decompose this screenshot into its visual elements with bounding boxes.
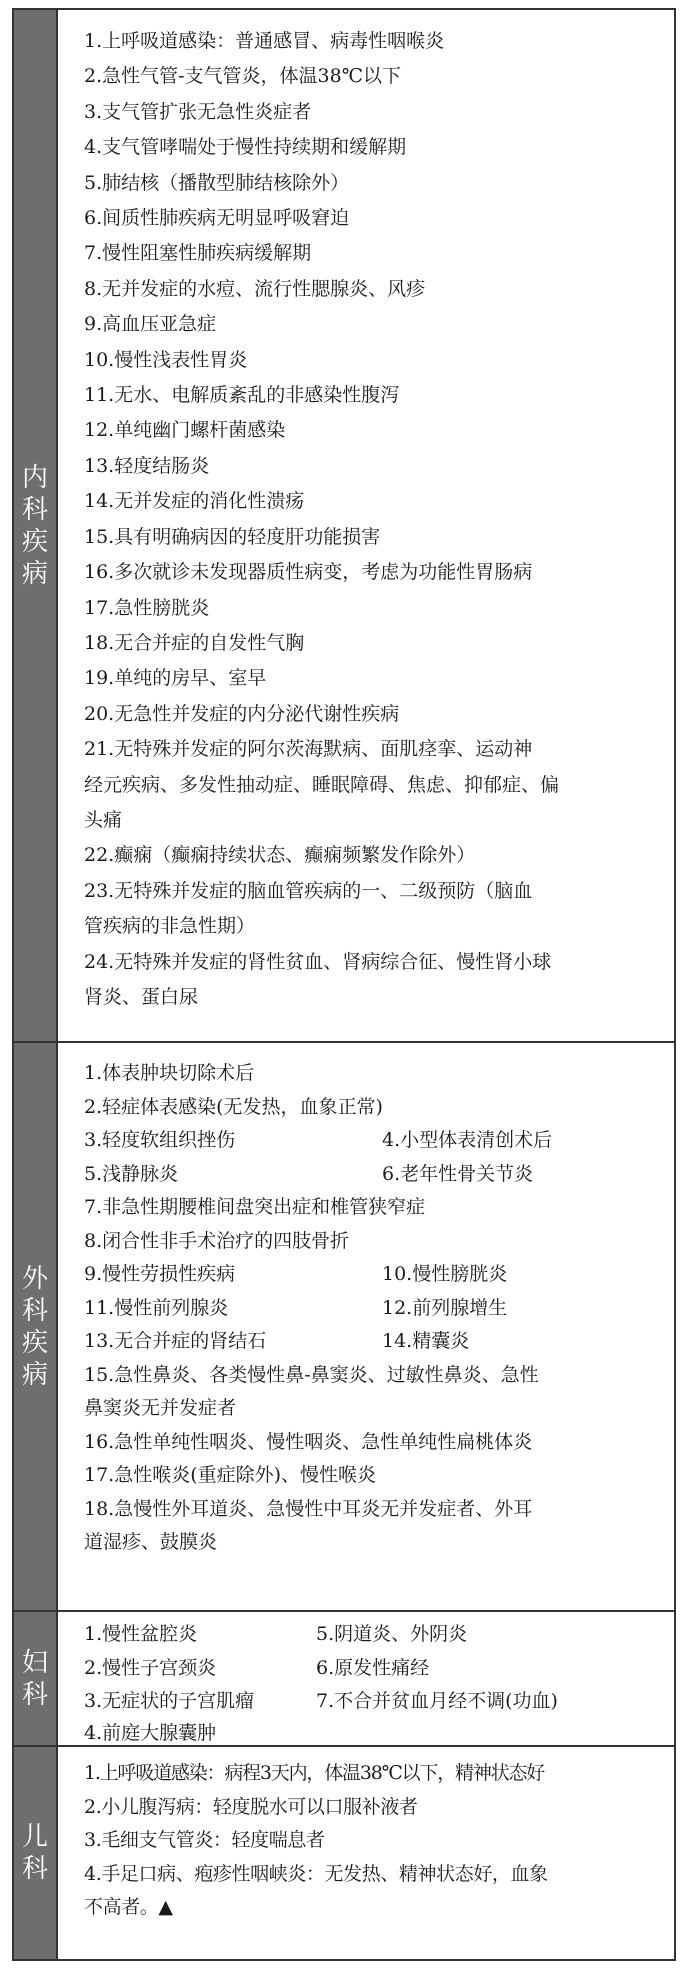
- list-item: 5.肺结核（播散型肺结核除外）: [84, 171, 350, 194]
- list-item: 3.支气管扩张无急性炎症者: [84, 100, 312, 123]
- list-item: 24.无特殊并发症的肾性贫血、肾病综合征、慢性肾小球: [84, 950, 552, 973]
- list-item: 3.轻度软组织挫伤: [84, 1129, 236, 1151]
- sidebar-label-gynecology: [14, 1612, 56, 1745]
- pediatrics-list: [56, 1747, 674, 1959]
- list-item: 7.非急性期腰椎间盘突出症和椎管狭窄症: [84, 1196, 426, 1218]
- list-item: 8.无并发症的水痘、流行性腮腺炎、风疹: [84, 277, 426, 300]
- list-item: 4.前庭大腺囊肿: [84, 1721, 217, 1744]
- disease-table: [12, 8, 676, 1961]
- list-item: 22.癫痫（癫痫持续状态、癫痫频繁发作除外）: [84, 844, 476, 867]
- list-item: 头痛: [84, 808, 123, 831]
- list-item: 11.慢性前列腺炎: [84, 1296, 229, 1319]
- list-item: 11.无水、电解质紊乱的非感染性腹泻: [84, 384, 400, 407]
- section-surgery: [14, 1041, 674, 1610]
- list-item: 2.急性气管-支气管炎，体温38℃以下: [84, 65, 401, 88]
- list-item: 经元疾病、多发性抽动症、睡眠障碍、焦虑、抑郁症、偏: [84, 773, 560, 796]
- list-item: 7.慢性阻塞性肺疾病缓解期: [84, 242, 312, 265]
- list-item: 15.具有明确病因的轻度肝功能损害: [84, 525, 381, 548]
- list-item: 23.无特殊并发症的脑血管疾病的一、二级预防（脑血: [84, 879, 533, 902]
- list-item: 13.轻度结肠炎: [84, 454, 210, 477]
- list-item: 不高者。▲: [84, 1896, 173, 1918]
- list-item: 3.无症状的子宫肌瘤: [84, 1690, 255, 1712]
- list-item: 14.精囊炎: [382, 1330, 470, 1352]
- list-item: 1.慢性盆腔炎: [84, 1623, 198, 1645]
- list-item: 12.前列腺增生: [382, 1296, 508, 1319]
- list-item: 20.无急性并发症的内分泌代谢性疾病: [84, 702, 400, 725]
- list-item: 14.无并发症的消化性溃疡: [84, 490, 305, 513]
- list-item: 4.支气管哮喘处于慢性持续期和缓解期: [84, 136, 407, 159]
- section-title: 内科疾病: [21, 462, 48, 589]
- list-item: 2.慢性子宫颈炎: [84, 1656, 217, 1679]
- list-item: 21.无特殊并发症的阿尔茨海默病、面肌痉挛、运动神: [84, 738, 533, 761]
- list-item: 肾炎、蛋白尿: [84, 985, 199, 1008]
- list-item: 8.闭合性非手术治疗的四肢骨折: [84, 1229, 350, 1252]
- list-row: [84, 1158, 660, 1192]
- internal-medicine-list: [56, 10, 674, 1041]
- gynecology-list: [56, 1612, 674, 1745]
- sidebar-label-surgery: [14, 1043, 56, 1610]
- list-row: [84, 1685, 660, 1719]
- section-pediatrics: [14, 1745, 674, 1959]
- list-item: 道湿疹、鼓膜炎: [84, 1531, 218, 1553]
- list-item: 13.无合并症的肾结石: [84, 1330, 267, 1352]
- list-item: 6.老年性骨关节炎: [382, 1162, 534, 1185]
- list-item: 鼻窦炎无并发症者: [84, 1397, 237, 1419]
- list-item: 18.无合并症的自发性气胸: [84, 631, 305, 654]
- section-title: 外科疾病: [21, 1263, 48, 1390]
- list-item: 1.上呼吸道感染：病程3天内，体温38℃以下，精神状态好: [84, 1762, 545, 1784]
- list-item: 17.急性膀胱炎: [84, 596, 210, 619]
- section-title: 儿科: [21, 1822, 48, 1884]
- list-item: 18.急慢性外耳道炎、急慢性中耳炎无并发症者、外耳: [84, 1497, 533, 1520]
- list-item: 7.不合并贫血月经不调(功血): [316, 1690, 558, 1712]
- surgery-list: [56, 1043, 674, 1610]
- list-item: 17.急性喉炎(重症除外)、慢性喉炎: [84, 1464, 377, 1486]
- list-item: 6.原发性痛经: [316, 1656, 430, 1679]
- list-item: 1.上呼吸道感染：普通感冒、病毒性咽喉炎: [84, 30, 445, 52]
- list-item: 16.急性单纯性咽炎、慢性咽炎、急性单纯性扁桃体炎: [84, 1430, 533, 1453]
- list-item: 管疾病的非急性期）: [84, 915, 256, 938]
- list-item: 15.急性鼻炎、各类慢性鼻-鼻窦炎、过敏性鼻炎、急性: [84, 1363, 539, 1386]
- list-item: 19.单纯的房早、室早: [84, 667, 267, 690]
- section-gynecology: [14, 1610, 674, 1745]
- list-item: 12.单纯幽门螺杆菌感染: [84, 419, 286, 442]
- list-row: [84, 1258, 660, 1292]
- list-item: 5.浅静脉炎: [84, 1162, 179, 1185]
- list-item: 2.轻症体表感染(无发热，血象正常): [84, 1095, 383, 1118]
- section-internal-medicine: [14, 10, 674, 1041]
- list-item: 4.小型体表清创术后: [382, 1129, 553, 1151]
- list-item: 1.体表肿块切除术后: [84, 1062, 255, 1084]
- list-row: [84, 1325, 660, 1359]
- list-row: [84, 1124, 660, 1158]
- list-item: 9.慢性劳损性疾病: [84, 1263, 236, 1285]
- list-item: 5.阴道炎、外阴炎: [316, 1623, 468, 1645]
- list-item: 10.慢性膀胱炎: [382, 1263, 508, 1285]
- list-row: [84, 1618, 660, 1652]
- list-row: [84, 1652, 660, 1686]
- sidebar-label-pediatrics: [14, 1747, 56, 1959]
- sidebar-label-internal: [14, 10, 56, 1041]
- list-item: 10.慢性浅表性胃炎: [84, 348, 248, 371]
- list-item: 9.高血压亚急症: [84, 313, 217, 336]
- list-item: 16.多次就诊未发现器质性病变，考虑为功能性胃肠病: [84, 561, 533, 584]
- list-row: [84, 1292, 660, 1326]
- list-item: 3.毛细支气管炎：轻度喘息者: [84, 1829, 325, 1851]
- list-item: 2.小儿腹泻病：轻度脱水可以口服补液者: [84, 1795, 418, 1818]
- list-item: 4.手足口病、疱疹性咽峡炎：无发热、精神状态好，血象: [84, 1862, 548, 1885]
- list-item: 6.间质性肺疾病无明显呼吸窘迫: [84, 207, 350, 230]
- section-title: 妇科: [21, 1647, 48, 1710]
